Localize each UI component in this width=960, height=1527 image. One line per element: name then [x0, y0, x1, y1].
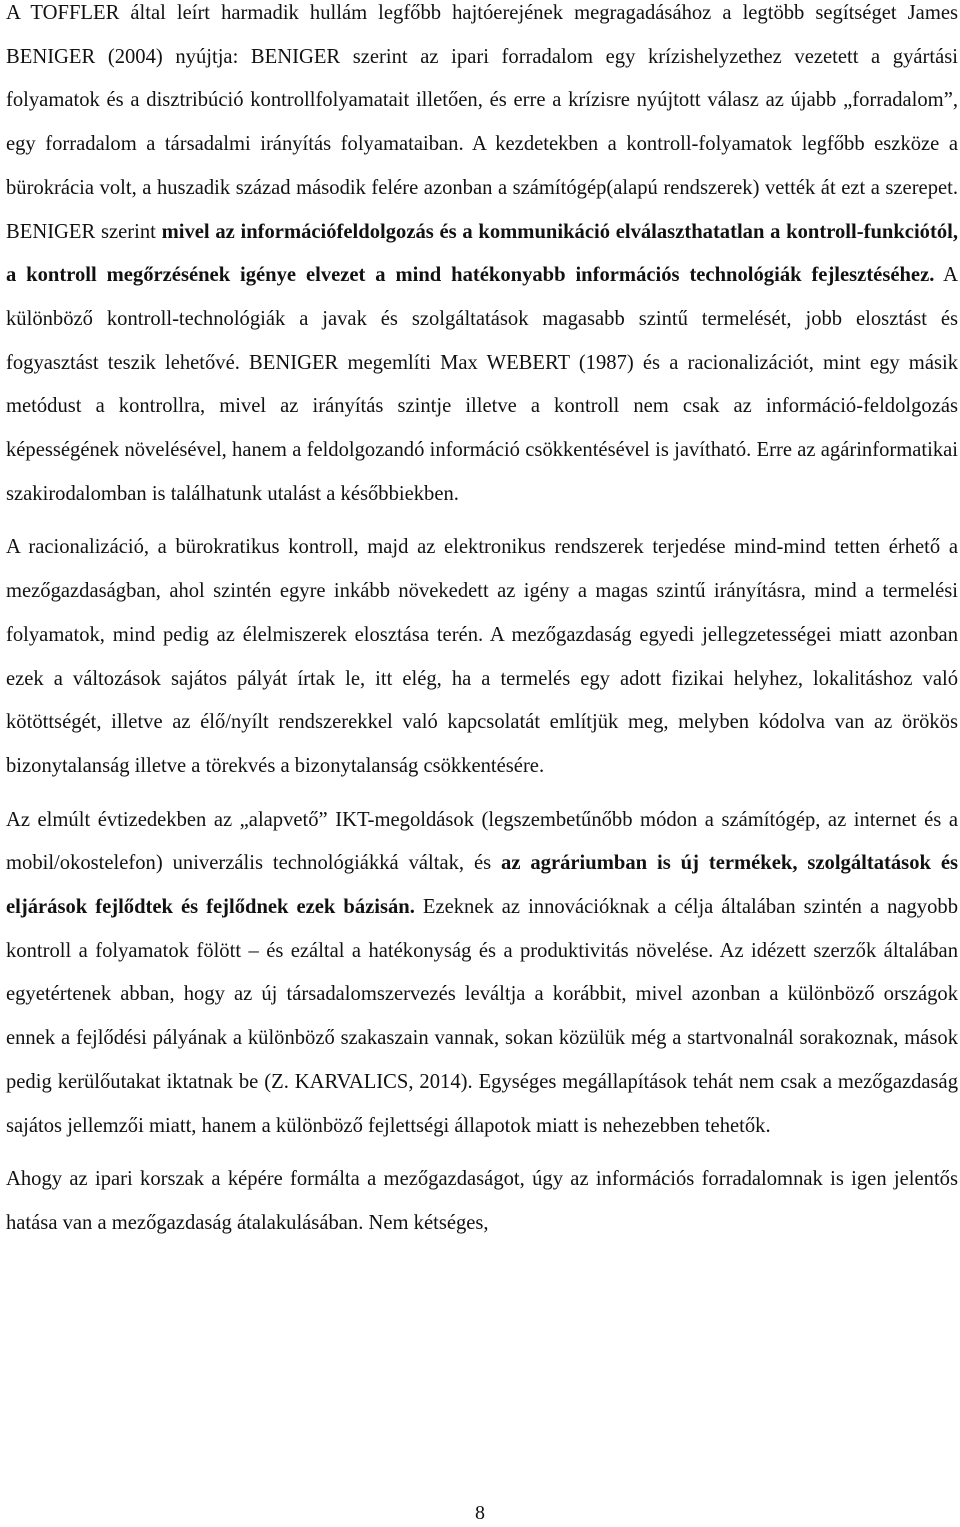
paragraph-3-text: Az elmúlt évtizedekben az „alapvető” IKT-megoldások (legszembetűnőbb módon a számítógép, az internet és a mobil/okostelefon) univerzális technológiákká váltak, és [6, 808, 958, 875]
paragraph-3-text-continued: Ezeknek az innovációknak a célja általában szintén a nagyobb kontroll a folyamatok fölött – és ezáltal a hatékonyság és a produktivitás növelése. Az idézett szerzők általában egyetértenek abban, hogy az új társadalomszervezés leváltja a korábbit, mivel azonban a különböző országok ennek a fejlődési pályának a különböző szakaszain vannak, sokan közülük még a startvonalnál sorakoznak, mások pedig kerülőutakat iktatnak be (Z. KARVALICS, 2014). Egységes megállapítások tehát nem csak a mezőgazdaság sajátos jellemzői miatt, hanem a különböző fejlettségi állapotok miatt is nehezebben tehetők. [6, 896, 958, 1137]
paragraph-rationalization-agriculture [6, 526, 958, 788]
paragraph-1-text: A TOFFLER által leírt harmadik hullám legfőbb hajtóerejének megragadásához a legtöbb segítséget James BENIGER (2004) nyújtja: BENIGER szerint az ipari forradalom egy krízishelyzethez vezetett a gyártási folyamatok és a disztribúció kontrollfolyamatait illetően, és erre a krízisre nyújtott válasz az újabb „forradalom”, egy forradalom a társadalmi irányítás folyamataiban. A kezdetekben a kontroll-folyamatok legfőbb eszköze a bürokrácia volt, a huszadik század második felére azonban a számítógép(alapú rendszerek) vették át ezt a szerepet. BENIGER szerint [6, 2, 958, 243]
paragraph-3-bold-text: az agráriumban is új termékek, szolgáltatások és eljárások fejlődtek és fejlődnek ezek bázisán. [6, 852, 959, 919]
paragraph-2-text: A racionalizáció, a bürokratikus kontroll, majd az elektronikus rendszerek terjedése mind-mind tetten érhető a mezőgazdaságban, ahol szintén egyre inkább növekedett az igény a magas szintű irányításra, mind a termelési folyamatok, mind pedig az élelmiszerek elosztása terén. A mezőgazdaság egyedi jellegzetességei miatt azonban ezek a változások sajátos pályát írtak le, itt elég, ha a termelés egy adott fizikai helyhez, lokalitáshoz való kötöttségét, illetve az élő/nyílt rendszerekkel való kapcsolatát említjük meg, melyben kódolva van az örökös bizonytalanság illetve a törekvés a bizonytalanság csökkentésére. [6, 536, 958, 777]
paragraph-beniger-control-revolution [6, 0, 958, 516]
paragraph-industrial-era [6, 1158, 958, 1245]
paragraph-4-text: Ahogy az ipari korszak a képére formálta a mezőgazdaságot, úgy az információs forradalomnak is igen jelentős hatása van a mezőgazdaság átalakulásában. Nem kétséges, [6, 1168, 958, 1234]
paragraph-ikt-solutions [6, 799, 958, 1149]
page-number: 8 [475, 1502, 485, 1524]
paragraph-1-bold-text: mivel az információfeldolgozás és a kommunikáció elválaszthatatlan a kontroll-funkciótól, a kontroll megőrzésének igénye elvezet a mind hatékonyabb információs technológiák fejlesztéséhez. [6, 220, 958, 287]
document-page [6, 0, 958, 1246]
paragraph-1-text-continued: A különböző kontroll-technológiák a javak és szolgáltatások magasabb szintű termelését, jobb elosztást és fogyasztást teszik lehetővé. BENIGER megemlíti Max WEBERT (1987) és a racionalizációt, mint egy másik metódust a kontrollra, mivel az irányítás szintje illetve a kontroll nem csak az információ-feldolgozás képességének növelésével, hanem a feldolgozandó információ csökkentésével is javítható. Erre az agárinformatikai szakirodalomban is találhatunk utalást a későbbiekben. [6, 264, 958, 505]
